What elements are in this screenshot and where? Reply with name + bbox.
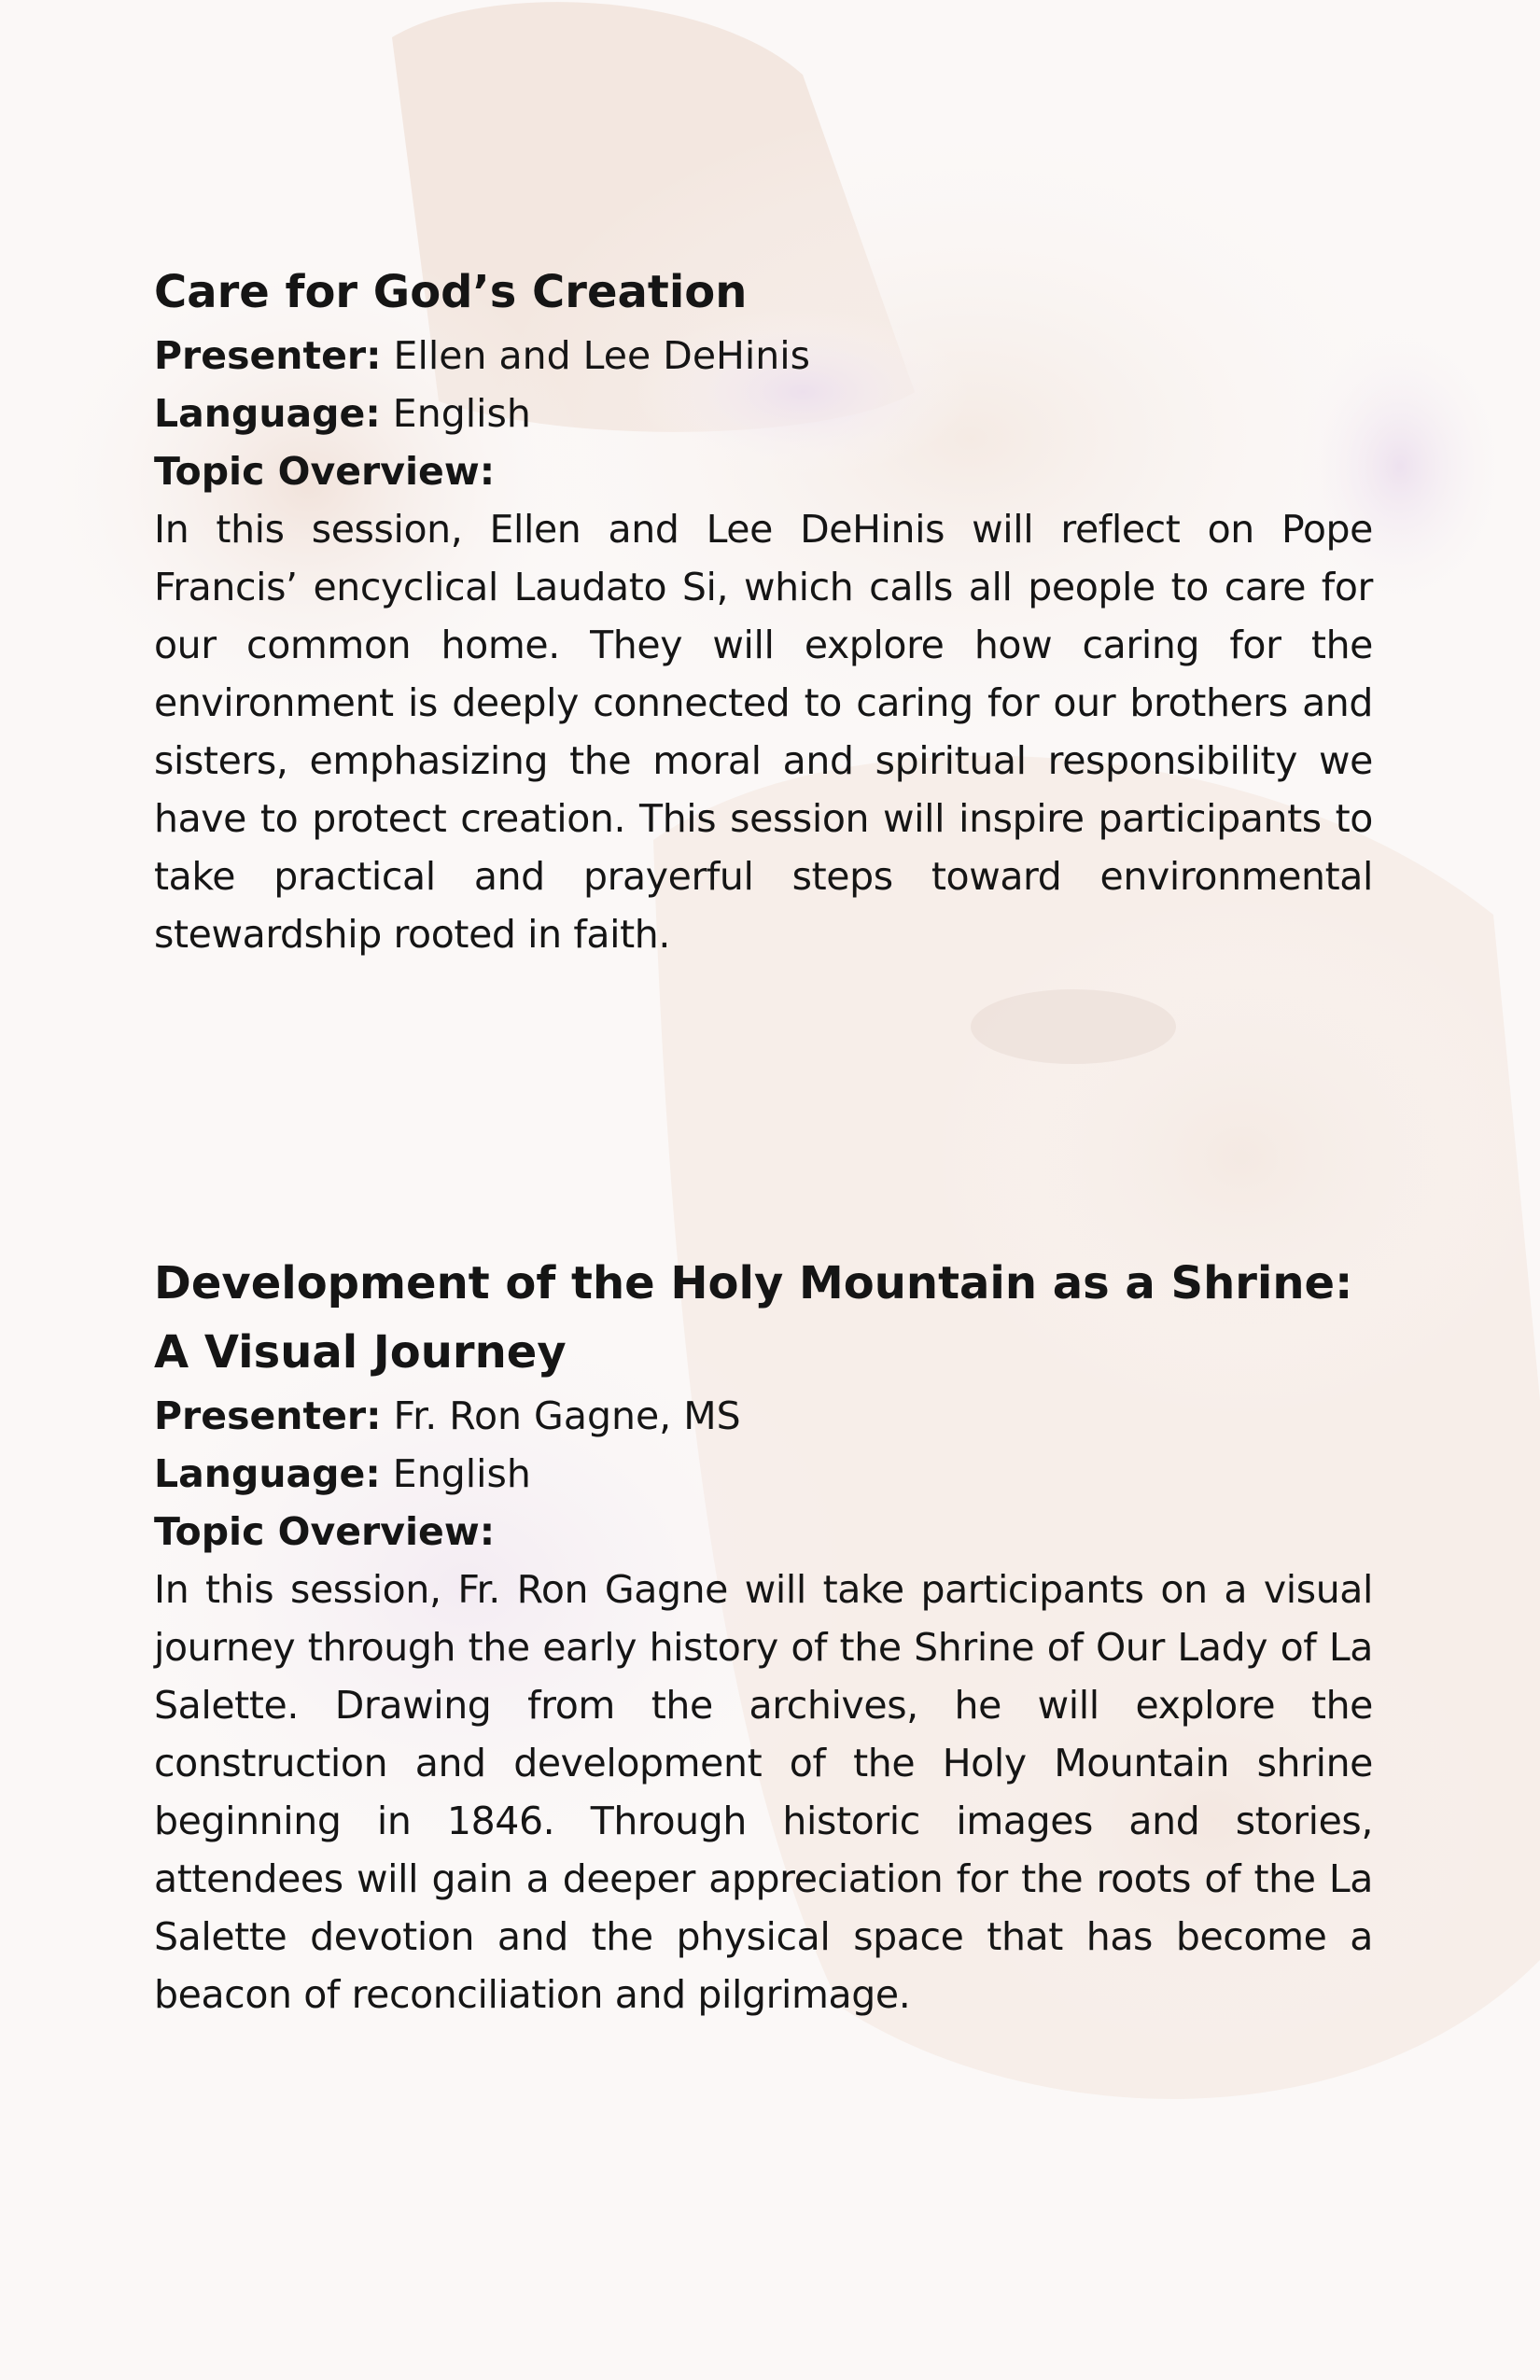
presenter-line: [154, 1387, 1373, 1445]
session-title: Development of the Holy Mountain as a Shrine: A Visual Journey: [154, 1257, 1353, 1379]
presenter-line: [154, 327, 1373, 385]
presenter-name: Fr. Ron Gagne, MS: [393, 1393, 741, 1438]
language-value: English: [392, 391, 531, 436]
language-line: [154, 1445, 1373, 1503]
topic-overview-text: In this session, Ellen and Lee DeHinis will reflect on Pope Francis’ encyclical Laudato Si, which calls all people to care for our common home. They will explore how caring for the environment is deeply connected to caring for our brothers and sisters, emphasizing the moral and spiritual responsibility we have to protect creation. This session will inspire participants to take practical and prayerful steps toward environmental stewardship rooted in faith.: [154, 507, 1373, 957]
presenter-label: Presenter:: [154, 1393, 382, 1438]
language-value: English: [392, 1451, 531, 1496]
topic-overview-text: In this session, Fr. Ron Gagne will take participants on a visual journey through the early history of the Shrine of Our Lady of La Salette. Drawing from the archives, he will explore the construction and development of the Holy Mountain shrine beginning in 1846. Through historic images and stories, attendees will gain a deeper appreciation for the roots of the La Salette devotion and the physical space that has become a beacon of reconciliation and pilgrimage.: [154, 1567, 1373, 2017]
topic-overview-label: Topic Overview:: [154, 1509, 496, 1554]
language-label: Language:: [154, 391, 381, 436]
presenter-name: Ellen and Lee DeHinis: [393, 333, 811, 378]
session-care-for-creation: [154, 258, 1373, 963]
topic-overview-label: Topic Overview:: [154, 449, 496, 494]
session-holy-mountain-shrine: [154, 1249, 1373, 2023]
language-line: [154, 385, 1373, 442]
presenter-label: Presenter:: [154, 333, 382, 378]
session-title: Care for God’s Creation: [154, 266, 748, 318]
language-label: Language:: [154, 1451, 381, 1496]
